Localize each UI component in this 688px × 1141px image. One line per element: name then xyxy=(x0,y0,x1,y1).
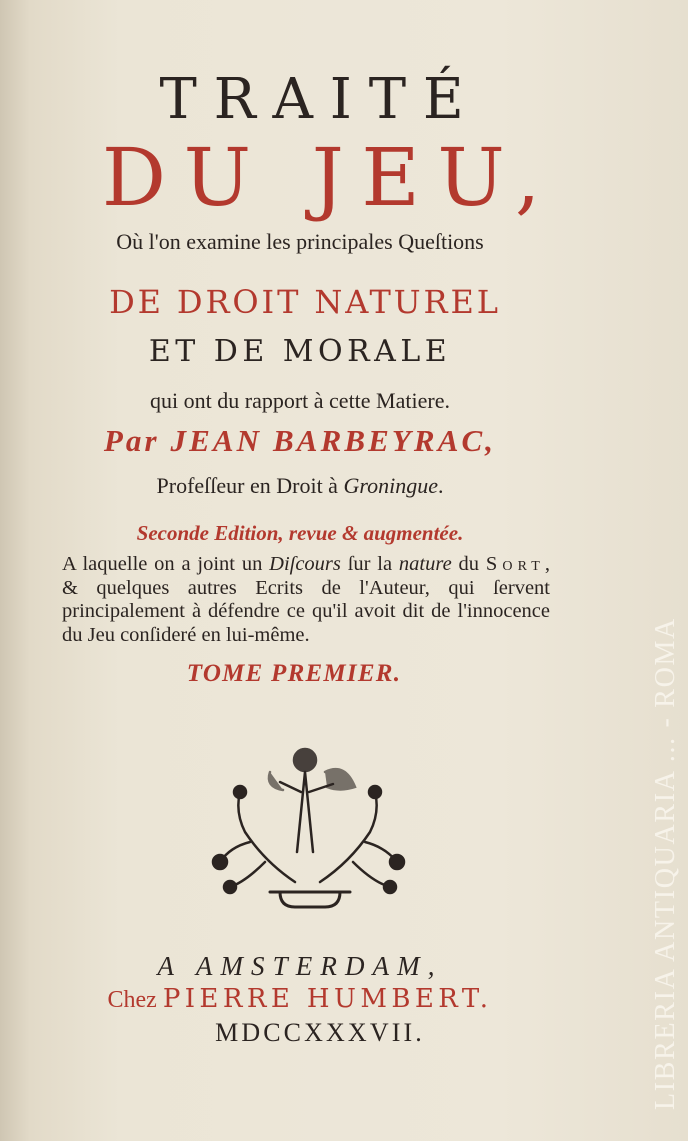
description-text: ſur la xyxy=(340,553,399,575)
watermark: LIBRERIA ANTIQUARIA ... - ROMA xyxy=(650,617,681,1110)
volume: TOME PREMIER. xyxy=(186,660,402,687)
subtitle-line-1: Où l'on examine les principales Queſtions xyxy=(116,229,484,254)
edition: Seconde Edition, revue & augmentée. xyxy=(136,521,464,545)
description-block xyxy=(62,553,550,686)
description-sort: Sort xyxy=(485,553,545,575)
cherub-vignette-illustration xyxy=(205,742,415,917)
imprint-year: MDCCXXXVII. xyxy=(215,1018,425,1047)
imprint-chez: Chez xyxy=(107,987,163,1013)
imprint-printer: PIERRE HUMBERT. xyxy=(162,984,493,1014)
subtitle-line-3: ET DE MORALE xyxy=(148,334,452,369)
description-text: du xyxy=(451,553,486,575)
imprint-printer-line xyxy=(0,986,600,1012)
title-line-1: TRAITÉ xyxy=(159,67,481,132)
imprint-city: A AMSTERDAM, xyxy=(157,951,443,981)
subtitle-line-2: DE DROIT NATUREL xyxy=(109,283,501,321)
author-role-suffix: . xyxy=(437,473,444,498)
author-role xyxy=(0,475,600,497)
description-discours: Diſcours xyxy=(269,553,341,575)
subtitle-line-4: qui ont du rapport à cette Matiere. xyxy=(150,388,450,413)
description-paragraph xyxy=(62,553,550,647)
author-role-prefix: Profeſſeur en Droit à xyxy=(156,473,344,498)
description-text: , & quelques autres Ecrits de l'Auteur, qui ſervent principalement à défendre ce qu'il avoit dit de l'innocence du Jeu conſideré en lui-même. xyxy=(62,553,550,646)
author-role-place: Groningue xyxy=(343,473,438,498)
title-line-2: DU JEU, xyxy=(101,131,559,224)
description-text: A laquelle on a joint un xyxy=(62,553,270,575)
description-nature: nature xyxy=(398,553,452,575)
author: Par JEAN BARBEYRAC, xyxy=(103,423,497,458)
